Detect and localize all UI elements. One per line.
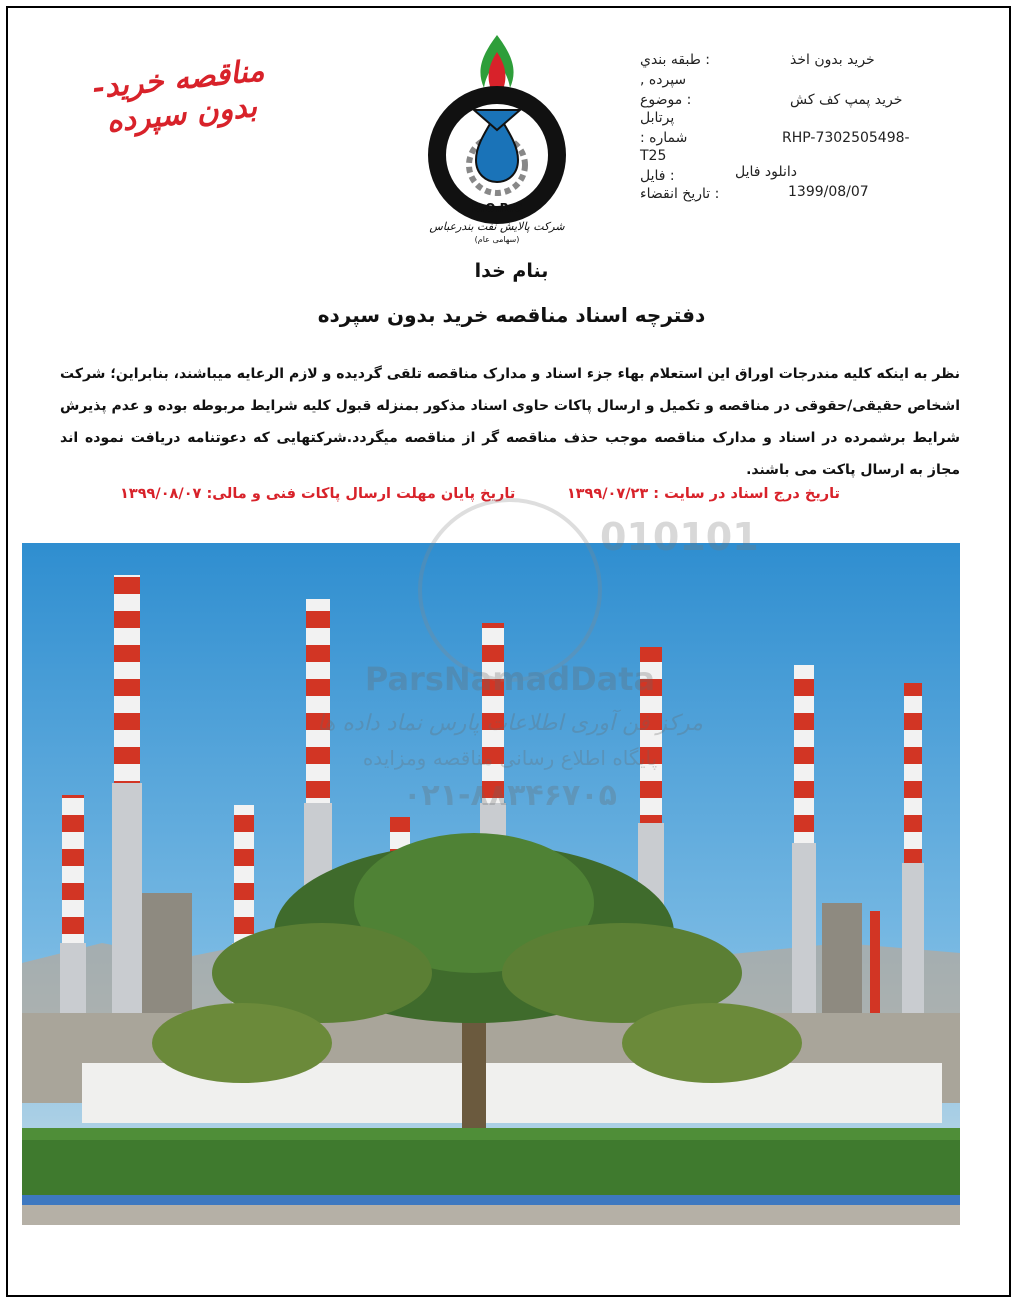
watermark bbox=[300, 480, 759, 840]
watermark-digits: 010101 bbox=[600, 515, 759, 559]
logo-abbr: B.O.R.C bbox=[471, 201, 523, 215]
expiry-label: تاريخ انقضاء : bbox=[640, 186, 720, 202]
page-title: دفترچه اسناد مناقصه خرید بدون سپرده bbox=[317, 303, 706, 327]
watermark-line1: مرکز فن آوری اطلاعات پارس نماد داده ها bbox=[317, 711, 703, 736]
expiry-value: 1399/08/07 bbox=[788, 184, 869, 200]
logo-company-name: شرکت پالایش نفت بندرعباس bbox=[429, 220, 565, 233]
subject-label: موضوع : bbox=[640, 92, 692, 108]
bismillah: بنام خدا bbox=[474, 260, 549, 282]
number-label: : شماره bbox=[640, 130, 688, 146]
category-value: خريد بدون اخذ bbox=[790, 52, 875, 68]
number-cont: T25 bbox=[640, 148, 667, 164]
body-paragraph: نظر به اینکه کلیه مندرجات اوراق این استعلام بهاء جزء اسناد و مدارک مناقصه تلقی گردیده و لازم الرعایه میباشند، بنابراین؛ شرکت اشخاص حقیقی/حقوقی در مناقصه و تکمیل و ارسال پاکات حاوی اسناد مذکور بمنزله قبول کلیه شرایط مربوطه بوده و عدم پذیرش شرایط برشمرده در اسناد و مدارک مناقصه موجب حذف مناقصه گر از مناقصه میگردد.شرکتهایی که دعوتنامه دریافت نموده اند مجاز به ارسال پاکت می باشند. bbox=[60, 366, 960, 478]
deadline-date: تاریخ پایان مهلت ارسال پاکات فنی و مالی: ۱۳۹۹/۰۸/۰۷ bbox=[120, 486, 516, 502]
subject-cont: پرتابل bbox=[640, 110, 675, 126]
number-value: RHP-7302505498- bbox=[782, 130, 910, 146]
category-cont: , سپرده bbox=[640, 72, 687, 88]
subject-value: خريد پمپ کف کش bbox=[790, 92, 903, 108]
posted-date: تاریخ درج اسناد در سایت : ۱۳۹۹/۰۷/۲۳ bbox=[566, 486, 840, 502]
watermark-brand: ParsNamadData bbox=[364, 660, 656, 698]
watermark-phone: ۰۲۱-۸۸۳۴۶۷۰۵ bbox=[403, 778, 617, 813]
borc-logo bbox=[412, 30, 582, 245]
category-label: طبقه بندي : bbox=[640, 52, 711, 68]
tender-stamp: مناقصه خرید- بدون سپرده bbox=[90, 53, 266, 140]
logo-subtitle: (سهامی عام) bbox=[474, 235, 520, 244]
file-label: فايل : bbox=[640, 168, 675, 184]
file-download-link[interactable]: دانلود فايل bbox=[735, 164, 798, 180]
watermark-line2: پایگاه اطلاع رسانی مناقصه ومزایده bbox=[362, 746, 658, 770]
